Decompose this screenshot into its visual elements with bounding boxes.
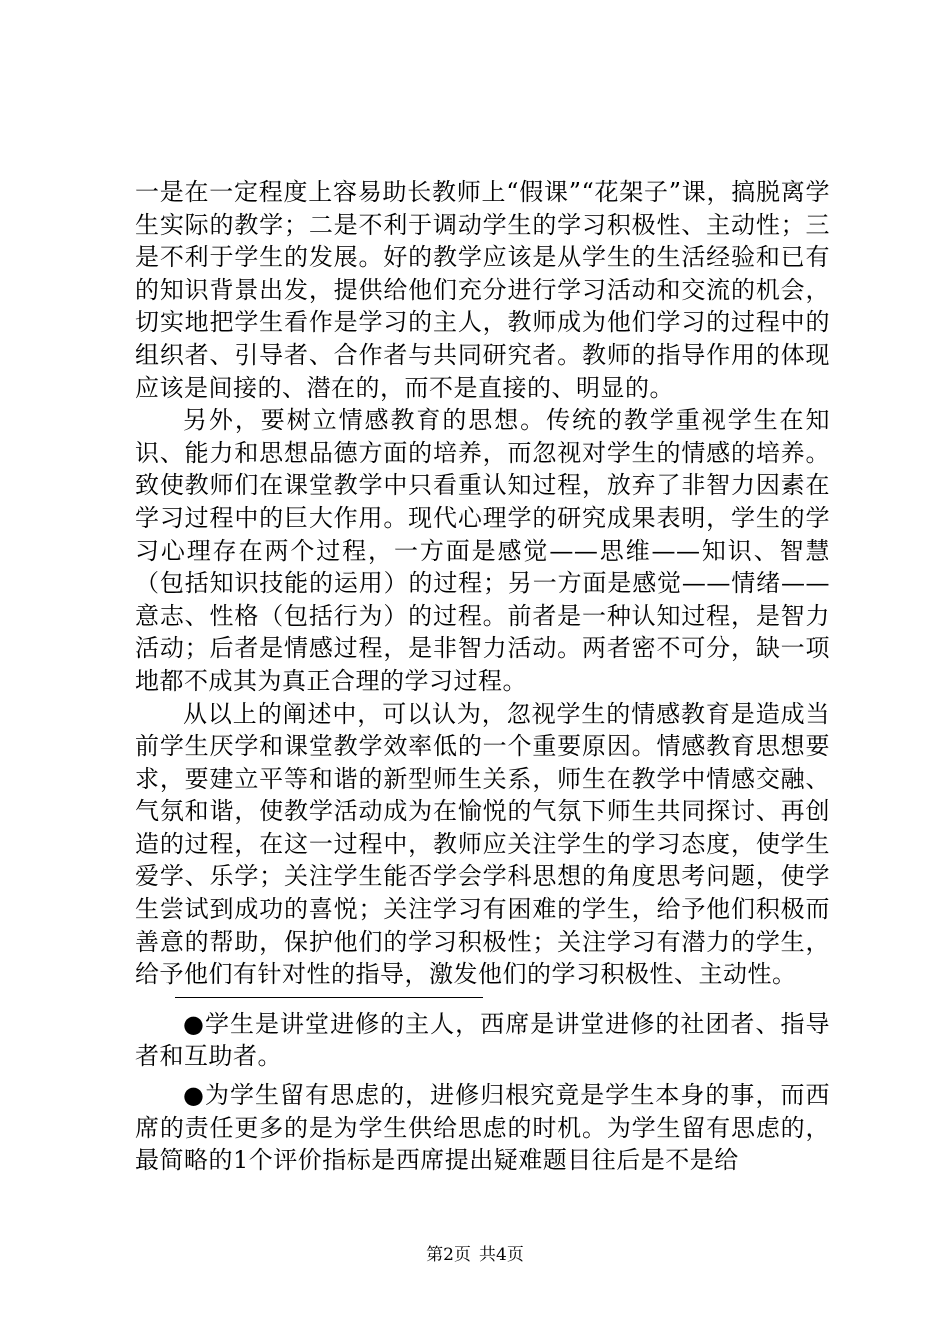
paragraph-continued: 一是在一定程度上容易助长教师上“假课”“花架子”课，搞脱离学生实际的教学；二是不利于调动学生的学习积极性、主动性；三是不利于学生的发展。好的教学应该是从学生的生活经验和已有的知识背景出发，提供给他们充分进行学习活动和交流的机会，切实地把学生看作是学习的主人，教师成为他们学习的过程中的组织者、引导者、合作者与共同研究者。教师的指导作用的体现应该是间接的、潜在的，而不是直接的、明显的。 [135,178,830,402]
bullet-point-2: ●为学生留有思虑的，进修归根究竟是学生本身的事，而西席的责任更多的是为学生供给思虑的时机。为学生留有思虑的，最简略的1个评价指标是西席提出疑难题目往后是不是给 [135,1081,830,1175]
page-total: 共4页 [479,1245,524,1265]
page-footer [0,1245,950,1265]
paragraph-conclusion: 从以上的阐述中，可以认为，忽视学生的情感教育是造成当前学生厌学和课堂教学效率低的一个重要原因。情感教育思想要求，要建立平等和谐的新型师生关系，师生在教学中情感交融、气氛和谐，使教学活动成为在愉悦的气氛下师生共同探讨、再创造的过程，在这一过程中，教师应关注学生的学习态度，使学生爱学、乐学；关注学生能否学会学科思想的角度思考问题，使学生尝试到成功的喜悦；关注学习有困难的学生，给予他们积极而善意的帮助，保护他们的学习积极性；关注学习有潜力的学生，给予他们有针对性的指导，激发他们的学习积极性、主动性。 [135,699,830,989]
page-number: 第2页 [426,1245,471,1265]
section-divider [175,997,483,998]
document-body [135,176,830,1177]
bullet-point-1: ●学生是讲堂进修的主人，西席是讲堂进修的社团者、指导者和互助者。 [135,1009,830,1071]
paragraph-emotional-education: 另外，要树立情感教育的思想。传统的教学重视学生在知识、能力和思想品德方面的培养，而忽视对学生的情感的培养。致使教师们在课堂教学中只看重认知过程，放弃了非智力因素在学习过程中的巨大作用。现代心理学的研究成果表明，学生的学习心理存在两个过程，一方面是感觉——思维——知识、智慧（包括知识技能的运用）的过程；另一方面是感觉——情绪——意志、性格（包括行为）的过程。前者是一种认知过程，是智力活动；后者是情感过程，是非智力活动。两者密不可分，缺一项地都不成其为真正合理的学习过程。 [135,406,830,695]
